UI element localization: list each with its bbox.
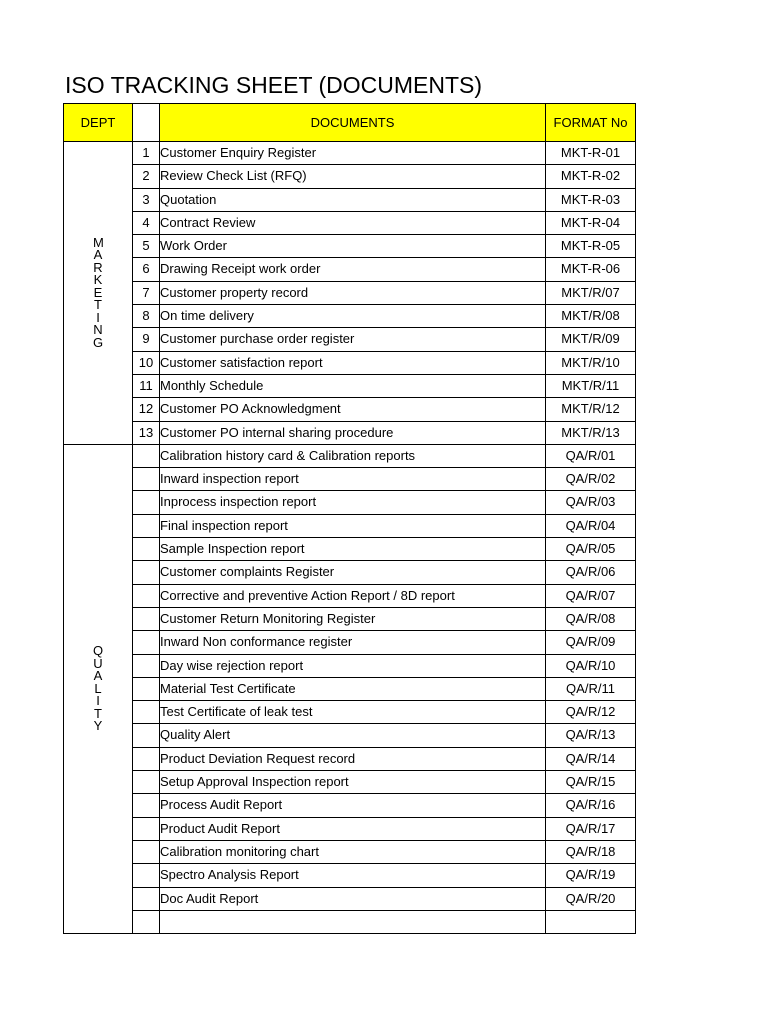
format-number: MKT/R/09 [546, 328, 636, 351]
document-name: Customer PO internal sharing procedure [160, 421, 546, 444]
format-number: QA/R/14 [546, 747, 636, 770]
row-number: 10 [133, 351, 160, 374]
document-name: Calibration monitoring chart [160, 840, 546, 863]
table-row [64, 584, 636, 607]
document-name: Test Certificate of leak test [160, 701, 546, 724]
table-row [64, 771, 636, 794]
table-row [64, 538, 636, 561]
row-number: 4 [133, 211, 160, 234]
row-number: 6 [133, 258, 160, 281]
document-name: Day wise rejection report [160, 654, 546, 677]
format-number: QA/R/08 [546, 607, 636, 630]
document-name: Monthly Schedule [160, 374, 546, 397]
header-dept: DEPT [64, 104, 133, 142]
document-name: Calibration history card & Calibration reports [160, 444, 546, 467]
row-number: 5 [133, 235, 160, 258]
row-number [133, 491, 160, 514]
document-name: Customer complaints Register [160, 561, 546, 584]
table-row [64, 910, 636, 933]
document-name: Customer satisfaction report [160, 351, 546, 374]
table-row [64, 258, 636, 281]
document-name: Corrective and preventive Action Report / 8D report [160, 584, 546, 607]
table-row [64, 398, 636, 421]
table-row [64, 607, 636, 630]
document-name: Customer Enquiry Register [160, 142, 546, 165]
table-row [64, 468, 636, 491]
format-number: QA/R/11 [546, 677, 636, 700]
format-number: QA/R/12 [546, 701, 636, 724]
format-number: QA/R/05 [546, 538, 636, 561]
format-number: QA/R/16 [546, 794, 636, 817]
format-number: MKT/R/11 [546, 374, 636, 397]
tracking-table [63, 103, 636, 934]
table-row [64, 165, 636, 188]
document-name: Inward Non conformance register [160, 631, 546, 654]
format-number: MKT-R-06 [546, 258, 636, 281]
format-number: QA/R/01 [546, 444, 636, 467]
table-row [64, 654, 636, 677]
table-row [64, 142, 636, 165]
format-number: MKT/R/13 [546, 421, 636, 444]
document-name: Sample Inspection report [160, 538, 546, 561]
table-row [64, 444, 636, 467]
row-number: 7 [133, 281, 160, 304]
table-row [64, 864, 636, 887]
document-name: Spectro Analysis Report [160, 864, 546, 887]
row-number [133, 654, 160, 677]
document-name: Work Order [160, 235, 546, 258]
format-number: QA/R/18 [546, 840, 636, 863]
row-number [133, 631, 160, 654]
table-row [64, 235, 636, 258]
row-number [133, 538, 160, 561]
row-number [133, 864, 160, 887]
format-number: QA/R/19 [546, 864, 636, 887]
row-number [133, 910, 160, 933]
row-number: 2 [133, 165, 160, 188]
row-number [133, 724, 160, 747]
table-row [64, 374, 636, 397]
row-number [133, 817, 160, 840]
table-row [64, 794, 636, 817]
format-number: MKT-R-01 [546, 142, 636, 165]
document-name: Quotation [160, 188, 546, 211]
table-row [64, 887, 636, 910]
table-row [64, 724, 636, 747]
row-number [133, 444, 160, 467]
table-row [64, 211, 636, 234]
table-row [64, 328, 636, 351]
table-row [64, 747, 636, 770]
document-name: Inward inspection report [160, 468, 546, 491]
table-row [64, 840, 636, 863]
format-number: QA/R/02 [546, 468, 636, 491]
document-name: Inprocess inspection report [160, 491, 546, 514]
format-number: QA/R/20 [546, 887, 636, 910]
row-number [133, 607, 160, 630]
row-number: 3 [133, 188, 160, 211]
table-body [64, 142, 636, 934]
row-number: 9 [133, 328, 160, 351]
document-name: Customer purchase order register [160, 328, 546, 351]
table-row [64, 491, 636, 514]
table-row [64, 305, 636, 328]
table-row [64, 188, 636, 211]
header-row [64, 104, 636, 142]
format-number [546, 910, 636, 933]
document-name: Final inspection report [160, 514, 546, 537]
page-title: ISO TRACKING SHEET (DOCUMENTS) [65, 72, 483, 98]
row-number: 11 [133, 374, 160, 397]
format-number: QA/R/09 [546, 631, 636, 654]
table-row [64, 351, 636, 374]
row-number: 13 [133, 421, 160, 444]
row-number [133, 514, 160, 537]
row-number: 8 [133, 305, 160, 328]
format-number: MKT-R-02 [546, 165, 636, 188]
document-name: On time delivery [160, 305, 546, 328]
document-name: Product Audit Report [160, 817, 546, 840]
dept-cell [64, 142, 133, 445]
format-number: MKT-R-03 [546, 188, 636, 211]
dept-label: MARKETING [93, 234, 104, 350]
document-name: Customer Return Monitoring Register [160, 607, 546, 630]
document-name: Customer property record [160, 281, 546, 304]
document-name [160, 910, 546, 933]
document-name: Drawing Receipt work order [160, 258, 546, 281]
format-number: MKT-R-05 [546, 235, 636, 258]
document-name: Quality Alert [160, 724, 546, 747]
document-name: Review Check List (RFQ) [160, 165, 546, 188]
document-name: Customer PO Acknowledgment [160, 398, 546, 421]
format-number: MKT-R-04 [546, 211, 636, 234]
table-row [64, 631, 636, 654]
header-documents: DOCUMENTS [160, 104, 546, 142]
format-number: MKT/R/12 [546, 398, 636, 421]
format-number: MKT/R/07 [546, 281, 636, 304]
row-number [133, 701, 160, 724]
document-name: Setup Approval Inspection report [160, 771, 546, 794]
document-name: Process Audit Report [160, 794, 546, 817]
table-row [64, 281, 636, 304]
format-number: QA/R/04 [546, 514, 636, 537]
format-number: MKT/R/08 [546, 305, 636, 328]
table-row [64, 421, 636, 444]
row-number [133, 747, 160, 770]
row-number [133, 677, 160, 700]
table-row [64, 677, 636, 700]
row-number [133, 794, 160, 817]
row-number [133, 887, 160, 910]
format-number: QA/R/07 [546, 584, 636, 607]
row-number [133, 840, 160, 863]
document-name: Doc Audit Report [160, 887, 546, 910]
table-row [64, 561, 636, 584]
row-number [133, 771, 160, 794]
table-row [64, 514, 636, 537]
header-num [133, 104, 160, 142]
table-row [64, 817, 636, 840]
format-number: QA/R/13 [546, 724, 636, 747]
dept-label: QUALITY [93, 643, 104, 734]
format-number: QA/R/17 [546, 817, 636, 840]
row-number: 1 [133, 142, 160, 165]
document-name: Product Deviation Request record [160, 747, 546, 770]
table-row [64, 701, 636, 724]
dept-cell [64, 444, 133, 933]
format-number: QA/R/03 [546, 491, 636, 514]
header-format: FORMAT No [546, 104, 636, 142]
document-name: Material Test Certificate [160, 677, 546, 700]
row-number: 12 [133, 398, 160, 421]
format-number: QA/R/15 [546, 771, 636, 794]
row-number [133, 468, 160, 491]
format-number: MKT/R/10 [546, 351, 636, 374]
format-number: QA/R/06 [546, 561, 636, 584]
document-name: Contract Review [160, 211, 546, 234]
row-number [133, 584, 160, 607]
row-number [133, 561, 160, 584]
format-number: QA/R/10 [546, 654, 636, 677]
